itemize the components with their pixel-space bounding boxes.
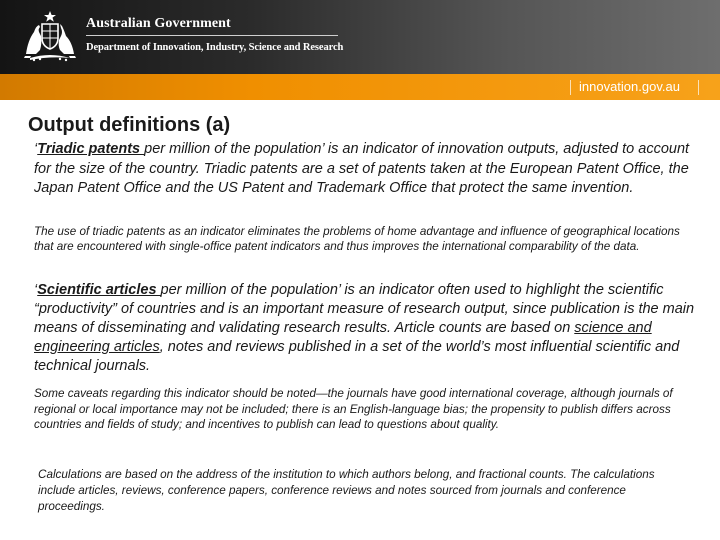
triadic-patents-term: Triadic patents	[37, 141, 145, 157]
scientific-articles-text-end: , notes and reviews published in a set of the world’s most influential scientific and technical journals.	[34, 339, 680, 374]
calculations-note: Calculations are based on the address of the institution to which authors belong, and fractional counts. The calculations include articles, reviews, conference papers, conference reviews and notes sourced from journals and conference proceedings.	[38, 468, 655, 513]
scientific-articles-text: per million of the population’ is an indicator often used to highlight the scientific “productivity” of countries and is an important measure of research output, since publication is the main means of disseminating and validating research results. Article counts are based on	[34, 282, 695, 336]
scientific-articles-term: Scientific articles	[37, 282, 161, 298]
site-url-link[interactable]: innovation.gov.au	[579, 79, 680, 94]
triadic-patents-note: The use of triadic patents as an indicator eliminates the problems of home advantage and influence of geographical locations that are encountered with single-office patent indicators and thus improves the international comparability of the data.	[34, 225, 680, 253]
open-quote: ‘	[34, 141, 38, 157]
science-engineering-articles-link[interactable]: science and engineering articles	[34, 320, 652, 355]
triadic-patents-text: per million of the population’ is an indicator of innovation outputs, adjusted to account for the size of the country. Triadic patents are a set of patents taken at the European Patent Office, the Japan Patent Office and the US Patent and Trademark Office that protect the same invention.	[34, 141, 690, 196]
header-banner	[0, 0, 720, 100]
open-quote: ‘	[34, 282, 38, 298]
department-name: Department of Innovation, Industry, Science and Research	[86, 42, 344, 53]
header-top	[0, 0, 720, 74]
caveats-note: Some caveats regarding this indicator should be noted—the journals have good international coverage, although journals of regional or local importance may not be included; there is an English-language bias; the propensity to publish differs across countries and fields of study; and incentives to publish can lead to questions about quality.	[34, 387, 673, 431]
url-separator-right	[698, 80, 699, 95]
triadic-patents-definition	[34, 140, 694, 199]
scientific-articles-definition	[34, 281, 696, 376]
coat-of-arms-icon	[22, 10, 78, 64]
page-title: Output definitions (a)	[28, 114, 231, 136]
header-divider	[86, 35, 338, 36]
url-separator-left	[570, 80, 571, 95]
government-name: Australian Government	[86, 16, 231, 31]
